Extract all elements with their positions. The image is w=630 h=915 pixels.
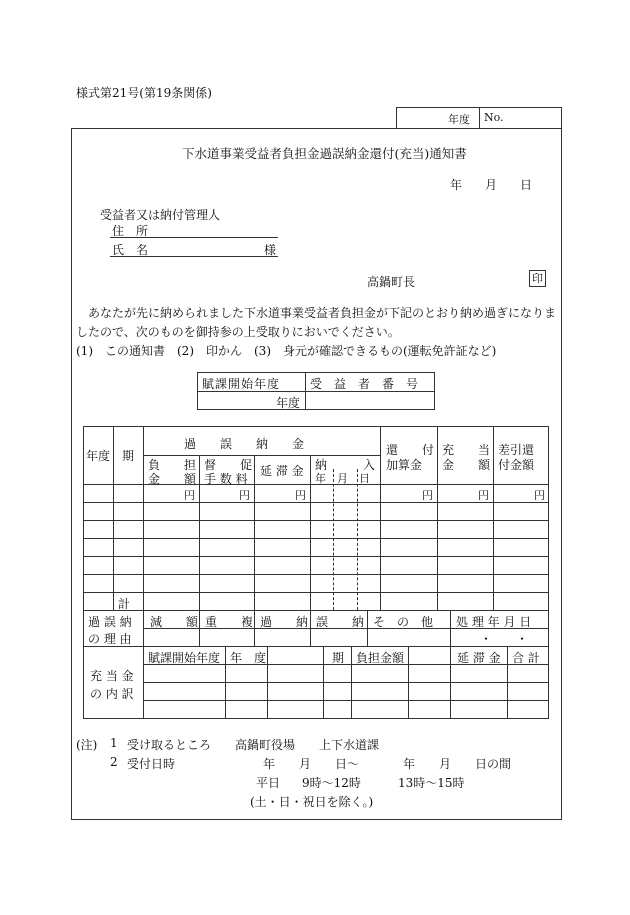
divider	[83, 592, 549, 593]
items-line: (1) この通知書 (2) 印かん (3) 身元が確認できるもの(運転免許証など)	[76, 344, 497, 358]
honorific: 様	[264, 243, 277, 257]
divider	[199, 455, 200, 610]
process-date-dots: ・ ・	[480, 632, 529, 646]
form-title: 下水道事業受益者負担金過誤納金還付(充当)通知書	[182, 146, 467, 161]
col-paydate-1: 納 入	[315, 458, 376, 472]
divider	[437, 426, 438, 610]
col-burden-1: 負 担	[148, 458, 197, 472]
date-day: 日	[520, 178, 533, 192]
yen-unit: 円	[239, 489, 250, 502]
excluded-days: (土・日・祝日を除く。)	[250, 795, 374, 809]
divider	[83, 556, 549, 557]
reason-reduction: 減 額	[150, 615, 199, 629]
year-suffix: 年度	[276, 396, 301, 410]
apply-delay: 延 滞 金	[457, 651, 501, 665]
address-underline	[110, 237, 278, 238]
body-line-2: したので、次のものを御持参の上受取りにおいでください。	[76, 325, 400, 339]
divider	[143, 426, 144, 646]
divider	[113, 426, 114, 610]
time-afternoon: 13時～15時	[398, 776, 465, 790]
divider	[310, 455, 311, 610]
weekday-label: 平日	[256, 776, 281, 790]
apply-start-year: 賦課開始年度	[148, 651, 221, 665]
col-refund-1: 還 付	[386, 443, 435, 457]
name-label: 氏 名	[112, 243, 149, 257]
time-morning: 9時～12時	[302, 776, 361, 790]
yen-unit: 円	[534, 489, 545, 502]
reception-from: 年 月 日～	[263, 757, 360, 771]
divider	[143, 682, 549, 683]
divider	[83, 538, 549, 539]
note-2-number: 2	[110, 755, 118, 769]
reception-to: 年 月 日の間	[403, 757, 512, 771]
col-burden-2: 金 額	[148, 472, 197, 486]
reason-duplicate: 重 複	[205, 615, 254, 629]
divider	[83, 610, 549, 611]
process-date-label: 処 理 年 月 日	[456, 615, 532, 629]
col-net-2: 付金額	[498, 458, 535, 472]
name-underline	[110, 256, 278, 257]
beneficiary-number-label: 受 益 者 番 号	[310, 377, 419, 391]
yen-unit: 円	[295, 489, 306, 502]
notes-label: (注)	[76, 738, 98, 752]
start-year-label: 賦課開始年度	[202, 377, 281, 391]
yen-unit: 円	[184, 489, 195, 502]
divider	[254, 610, 255, 646]
apply-label-2: の 内 訳	[90, 687, 134, 701]
apply-burden: 負担金額	[356, 651, 405, 665]
col-demand-2: 手 数 料	[204, 472, 248, 486]
apply-period: 期	[332, 651, 345, 665]
note-1-number: 1	[110, 736, 118, 750]
reason-wrongpay: 誤 納	[316, 615, 365, 629]
seal-stamp: 印	[529, 270, 546, 287]
divider	[254, 455, 255, 610]
col-year: 年度	[86, 449, 111, 463]
divider	[83, 520, 549, 521]
yen-unit: 円	[478, 489, 489, 502]
address-label: 住 所	[112, 224, 149, 238]
yen-unit: 円	[422, 489, 433, 502]
reason-label-1: 過 誤 納	[88, 615, 132, 629]
divider	[493, 426, 494, 610]
year-label: 年度	[448, 113, 470, 126]
divider	[305, 372, 306, 410]
recipient-label: 受益者又は納付管理人	[100, 208, 221, 222]
divider	[199, 610, 200, 646]
note-2-text: 受付日時	[127, 757, 176, 771]
col-overpaid: 過 誤 納 金	[184, 437, 305, 451]
col-period: 期	[122, 449, 135, 463]
apply-year: 年 度	[230, 651, 267, 665]
divider	[367, 610, 368, 646]
divider	[143, 700, 549, 701]
date-divider	[357, 469, 358, 610]
divider	[83, 574, 549, 575]
apply-total: 合 計	[512, 651, 540, 665]
col-apply-1: 充 当	[442, 443, 491, 457]
col-apply-2: 金 額	[442, 458, 491, 472]
note-1-text: 受け取るところ 高鍋町役場 上下水道課	[127, 738, 380, 752]
reason-other: そ の 他	[373, 615, 434, 629]
number-label: No.	[484, 111, 504, 124]
col-refund-2: 加算金	[386, 458, 423, 472]
date-month: 月	[485, 178, 498, 192]
divider	[479, 107, 480, 129]
date-year: 年	[450, 178, 463, 192]
apply-label-1: 充 当 金	[90, 669, 134, 683]
date-divider	[333, 469, 334, 610]
col-net-1: 差引還	[498, 443, 535, 457]
reason-overpay: 過 納	[260, 615, 309, 629]
total-label: 計	[118, 597, 131, 611]
body-line-1: あなたが先に納められました下水道事業受益者負担金が下記のとおり納め過ぎになりま	[88, 306, 557, 320]
divider	[310, 610, 311, 646]
form-number: 様式第21号(第19条関係)	[76, 86, 212, 100]
col-paydate-2: 年 月 日	[315, 472, 370, 485]
divider	[380, 426, 381, 610]
col-delay: 延 滞 金	[260, 464, 304, 478]
issuer: 高鍋町長	[367, 275, 416, 289]
divider	[450, 610, 451, 646]
reason-label-2: の 理 由	[88, 632, 132, 646]
col-demand-1: 督 促	[204, 458, 253, 472]
